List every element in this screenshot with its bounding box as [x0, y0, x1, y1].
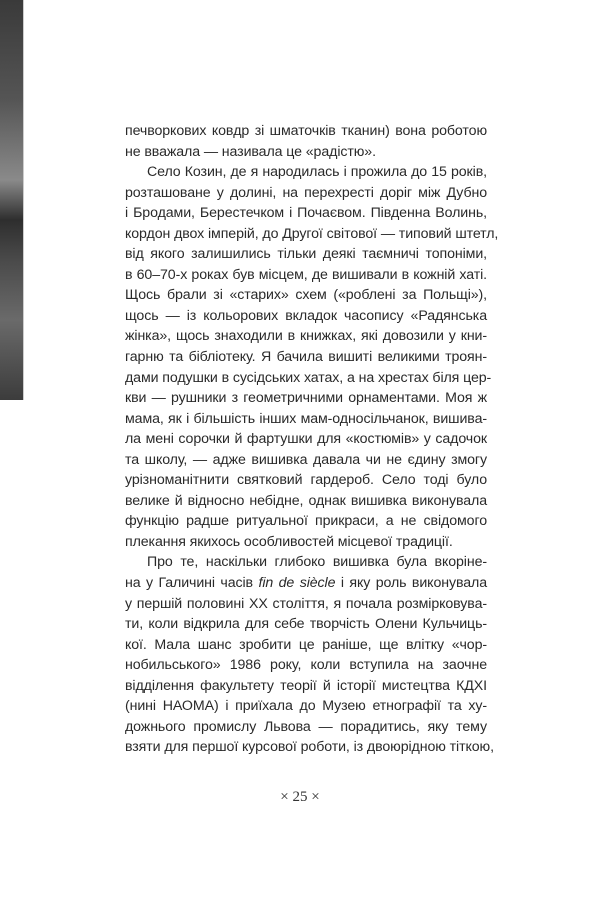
text-line: плекання якихось особливостей місцевої традиції.: [125, 533, 453, 550]
text-line: Про те, наскільки глибоко вишивка була вкоріне-: [147, 554, 487, 571]
text-line: дами подушки в сусідських хатах, а на хрестах біля цер-: [125, 369, 492, 386]
text-line: мама, як і більшість інших мам-односільчанок, вишива-: [125, 410, 487, 427]
text-line: Щось брали зі «старих» схем («роблені за Польщі»),: [125, 287, 487, 304]
text-line: взяти для першої курсової роботи, із двоюрідною тіткою,: [125, 739, 494, 756]
text-line: функцію радше ритуальної прикраси, а не свідомого: [125, 513, 487, 530]
text-line: щось — із кольорових вкладок часопису «Радянська: [125, 307, 487, 324]
text-line: розташоване у долині, на перехресті доріг між Дубно: [125, 184, 487, 201]
text-line: в 60–70-х роках був місцем, де вишивали в кожній хаті.: [125, 266, 487, 283]
text-line: ти, коли відкрила для себе творчість Олени Кульчиць-: [125, 616, 487, 633]
text-line: кордон двох імперій, до Другої світової — типовий штетл,: [125, 225, 499, 242]
text-line: від якого залишились тільки деякі таємничі топоніми,: [125, 246, 487, 263]
text-line: велике й відносно небідне, однак вишивка виконувала: [125, 492, 487, 509]
text-line: печворкових ковдр зі шматочків тканин) вона роботою: [125, 123, 487, 139]
body-text: [125, 121, 499, 758]
text-line: (нині НАОМА) і приїхала до Музею етнографії та ху-: [125, 698, 487, 715]
text-line: та школу, — адже вишивка давала чи не єдину змогу: [125, 451, 487, 468]
photo-fragment: [0, 0, 24, 400]
text-line: у першій половині XX століття, я почала розмірковува-: [125, 595, 487, 612]
italic-phrase: fin de siècle: [258, 575, 336, 592]
text-line: на у Галичині часів fin de siècle і яку роль виконувала: [125, 575, 487, 592]
text-line: гарню та бібліотеку. Я бачила вишиті великими троян-: [125, 349, 487, 366]
text-line: і Бродами, Берестечком і Почаєвом. Південна Волинь,: [125, 205, 487, 222]
text-line: Село Козин, де я народилась і прожила до 15 років,: [147, 164, 487, 181]
text-line: дожнього промислу Львова — порадитись, яку тему: [125, 718, 487, 735]
text-line: жінка», щось знаходили в книжках, які довозили у кни-: [125, 328, 487, 345]
text-line: кви — рушники з геометричними орнаментами. Моя ж: [125, 390, 487, 407]
text-line: відділення факультету теорії й історії мистецтва КДХІ: [125, 677, 487, 694]
text-line: урізноманітнити святковий гардероб. Село тоді було: [125, 472, 487, 489]
text-line: нобильського» 1986 року, коли вступила на заочне: [125, 657, 487, 674]
text-line: ла мені сорочки й фартушки для «костюмів» у садочок: [125, 431, 487, 448]
page-number: × 25 ×: [280, 789, 320, 805]
text-line: не вважала — називала це «радістю».: [125, 143, 376, 160]
text-line: кої. Мала шанс зробити це раніше, ще влітку «чор-: [125, 636, 487, 653]
